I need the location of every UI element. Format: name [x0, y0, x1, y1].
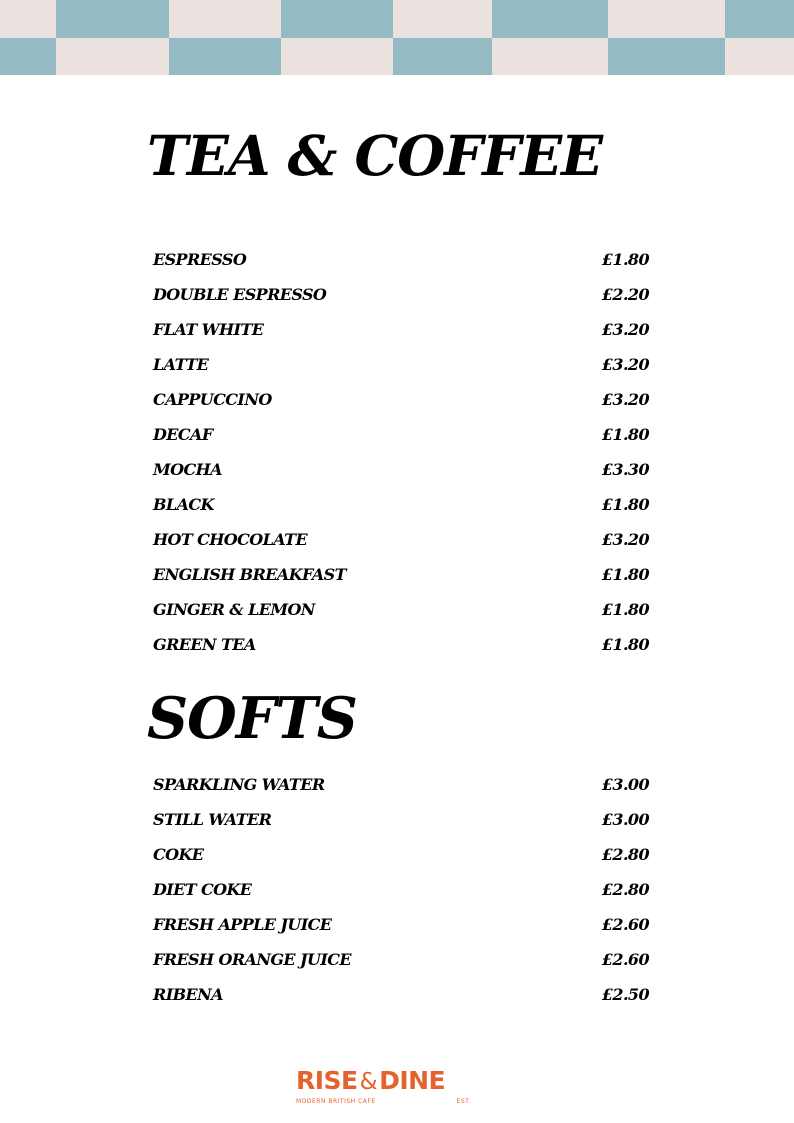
item-price: £3.20: [601, 320, 649, 339]
menu-item: [153, 423, 649, 458]
item-name: GINGER & LEMON: [153, 600, 315, 619]
menu-item: [153, 458, 649, 493]
menu-item: [153, 318, 649, 353]
softs-heading: SOFTS: [147, 685, 357, 752]
softs-list: [153, 773, 649, 1018]
menu-item: [153, 283, 649, 318]
item-price: £3.20: [601, 355, 649, 374]
checker-cell: [492, 38, 608, 76]
menu-item: [153, 563, 649, 598]
checker-cell: [608, 38, 725, 76]
item-name: CAPPUCCINO: [153, 390, 272, 409]
item-price: £2.50: [601, 985, 649, 1004]
item-name: ESPRESSO: [153, 250, 247, 269]
item-name: DOUBLE ESPRESSO: [153, 285, 327, 304]
item-name: ENGLISH BREAKFAST: [153, 565, 346, 584]
item-name: DIET COKE: [153, 880, 252, 899]
checker-cell: [169, 0, 281, 38]
item-price: £2.80: [601, 880, 649, 899]
logo-tagline-est: EST.: [456, 1098, 471, 1105]
logo-ampersand: &: [359, 1069, 378, 1095]
item-price: £1.80: [601, 600, 649, 619]
item-name: FRESH APPLE JUICE: [153, 915, 332, 934]
item-price: £2.80: [601, 845, 649, 864]
tea-coffee-heading: TEA & COFFEE: [147, 123, 603, 188]
checkered-banner: [0, 0, 794, 75]
item-name: MOCHA: [153, 460, 222, 479]
checker-cell: [492, 0, 608, 38]
menu-item: [153, 248, 649, 283]
item-price: £1.80: [601, 565, 649, 584]
item-price: £2.60: [601, 915, 649, 934]
checker-cell: [281, 38, 393, 76]
item-price: £1.80: [601, 635, 649, 654]
checker-cell: [393, 0, 492, 38]
logo-tagline: [296, 1098, 471, 1106]
menu-item: [153, 983, 649, 1018]
logo-tagline-text: MODERN BRITISH CAFE: [296, 1098, 376, 1105]
checker-cell: [169, 38, 281, 76]
checker-cell: [0, 38, 56, 76]
item-price: £3.00: [601, 810, 649, 829]
menu-item: [153, 878, 649, 913]
checker-cell: [608, 0, 725, 38]
item-name: FLAT WHITE: [153, 320, 264, 339]
item-price: £1.80: [601, 425, 649, 444]
item-price: £3.20: [601, 390, 649, 409]
item-name: LATTE: [153, 355, 209, 374]
item-name: RIBENA: [153, 985, 223, 1004]
item-name: SPARKLING WATER: [153, 775, 325, 794]
menu-item: [153, 598, 649, 633]
logo-word-rise: RISE: [296, 1066, 358, 1095]
checker-cell: [56, 0, 169, 38]
menu-item: [153, 353, 649, 388]
checker-cell: [393, 38, 492, 76]
tea-coffee-list: [153, 248, 649, 668]
menu-item: [153, 773, 649, 808]
item-name: BLACK: [153, 495, 214, 514]
item-price: £3.20: [601, 530, 649, 549]
item-name: STILL WATER: [153, 810, 272, 829]
item-name: COKE: [153, 845, 204, 864]
menu-item: [153, 808, 649, 843]
logo-wordmark: [296, 1066, 471, 1097]
checker-cell: [0, 0, 56, 38]
menu-item: [153, 913, 649, 948]
menu-item: [153, 843, 649, 878]
checker-cell: [725, 38, 794, 76]
logo-word-dine: DINE: [379, 1066, 446, 1095]
checker-cell: [281, 0, 393, 38]
rise-and-dine-logo: [296, 1066, 471, 1106]
menu-item: [153, 493, 649, 528]
checker-cell: [56, 38, 169, 76]
menu-item: [153, 948, 649, 983]
checker-cell: [725, 0, 794, 38]
menu-item: [153, 388, 649, 423]
item-price: £1.80: [601, 495, 649, 514]
menu-item: [153, 633, 649, 668]
item-price: £3.00: [601, 775, 649, 794]
item-name: FRESH ORANGE JUICE: [153, 950, 351, 969]
item-price: £2.60: [601, 950, 649, 969]
item-price: £1.80: [601, 250, 649, 269]
item-price: £2.20: [601, 285, 649, 304]
item-name: GREEN TEA: [153, 635, 256, 654]
item-name: HOT CHOCOLATE: [153, 530, 308, 549]
item-price: £3.30: [601, 460, 649, 479]
menu-item: [153, 528, 649, 563]
item-name: DECAF: [153, 425, 213, 444]
